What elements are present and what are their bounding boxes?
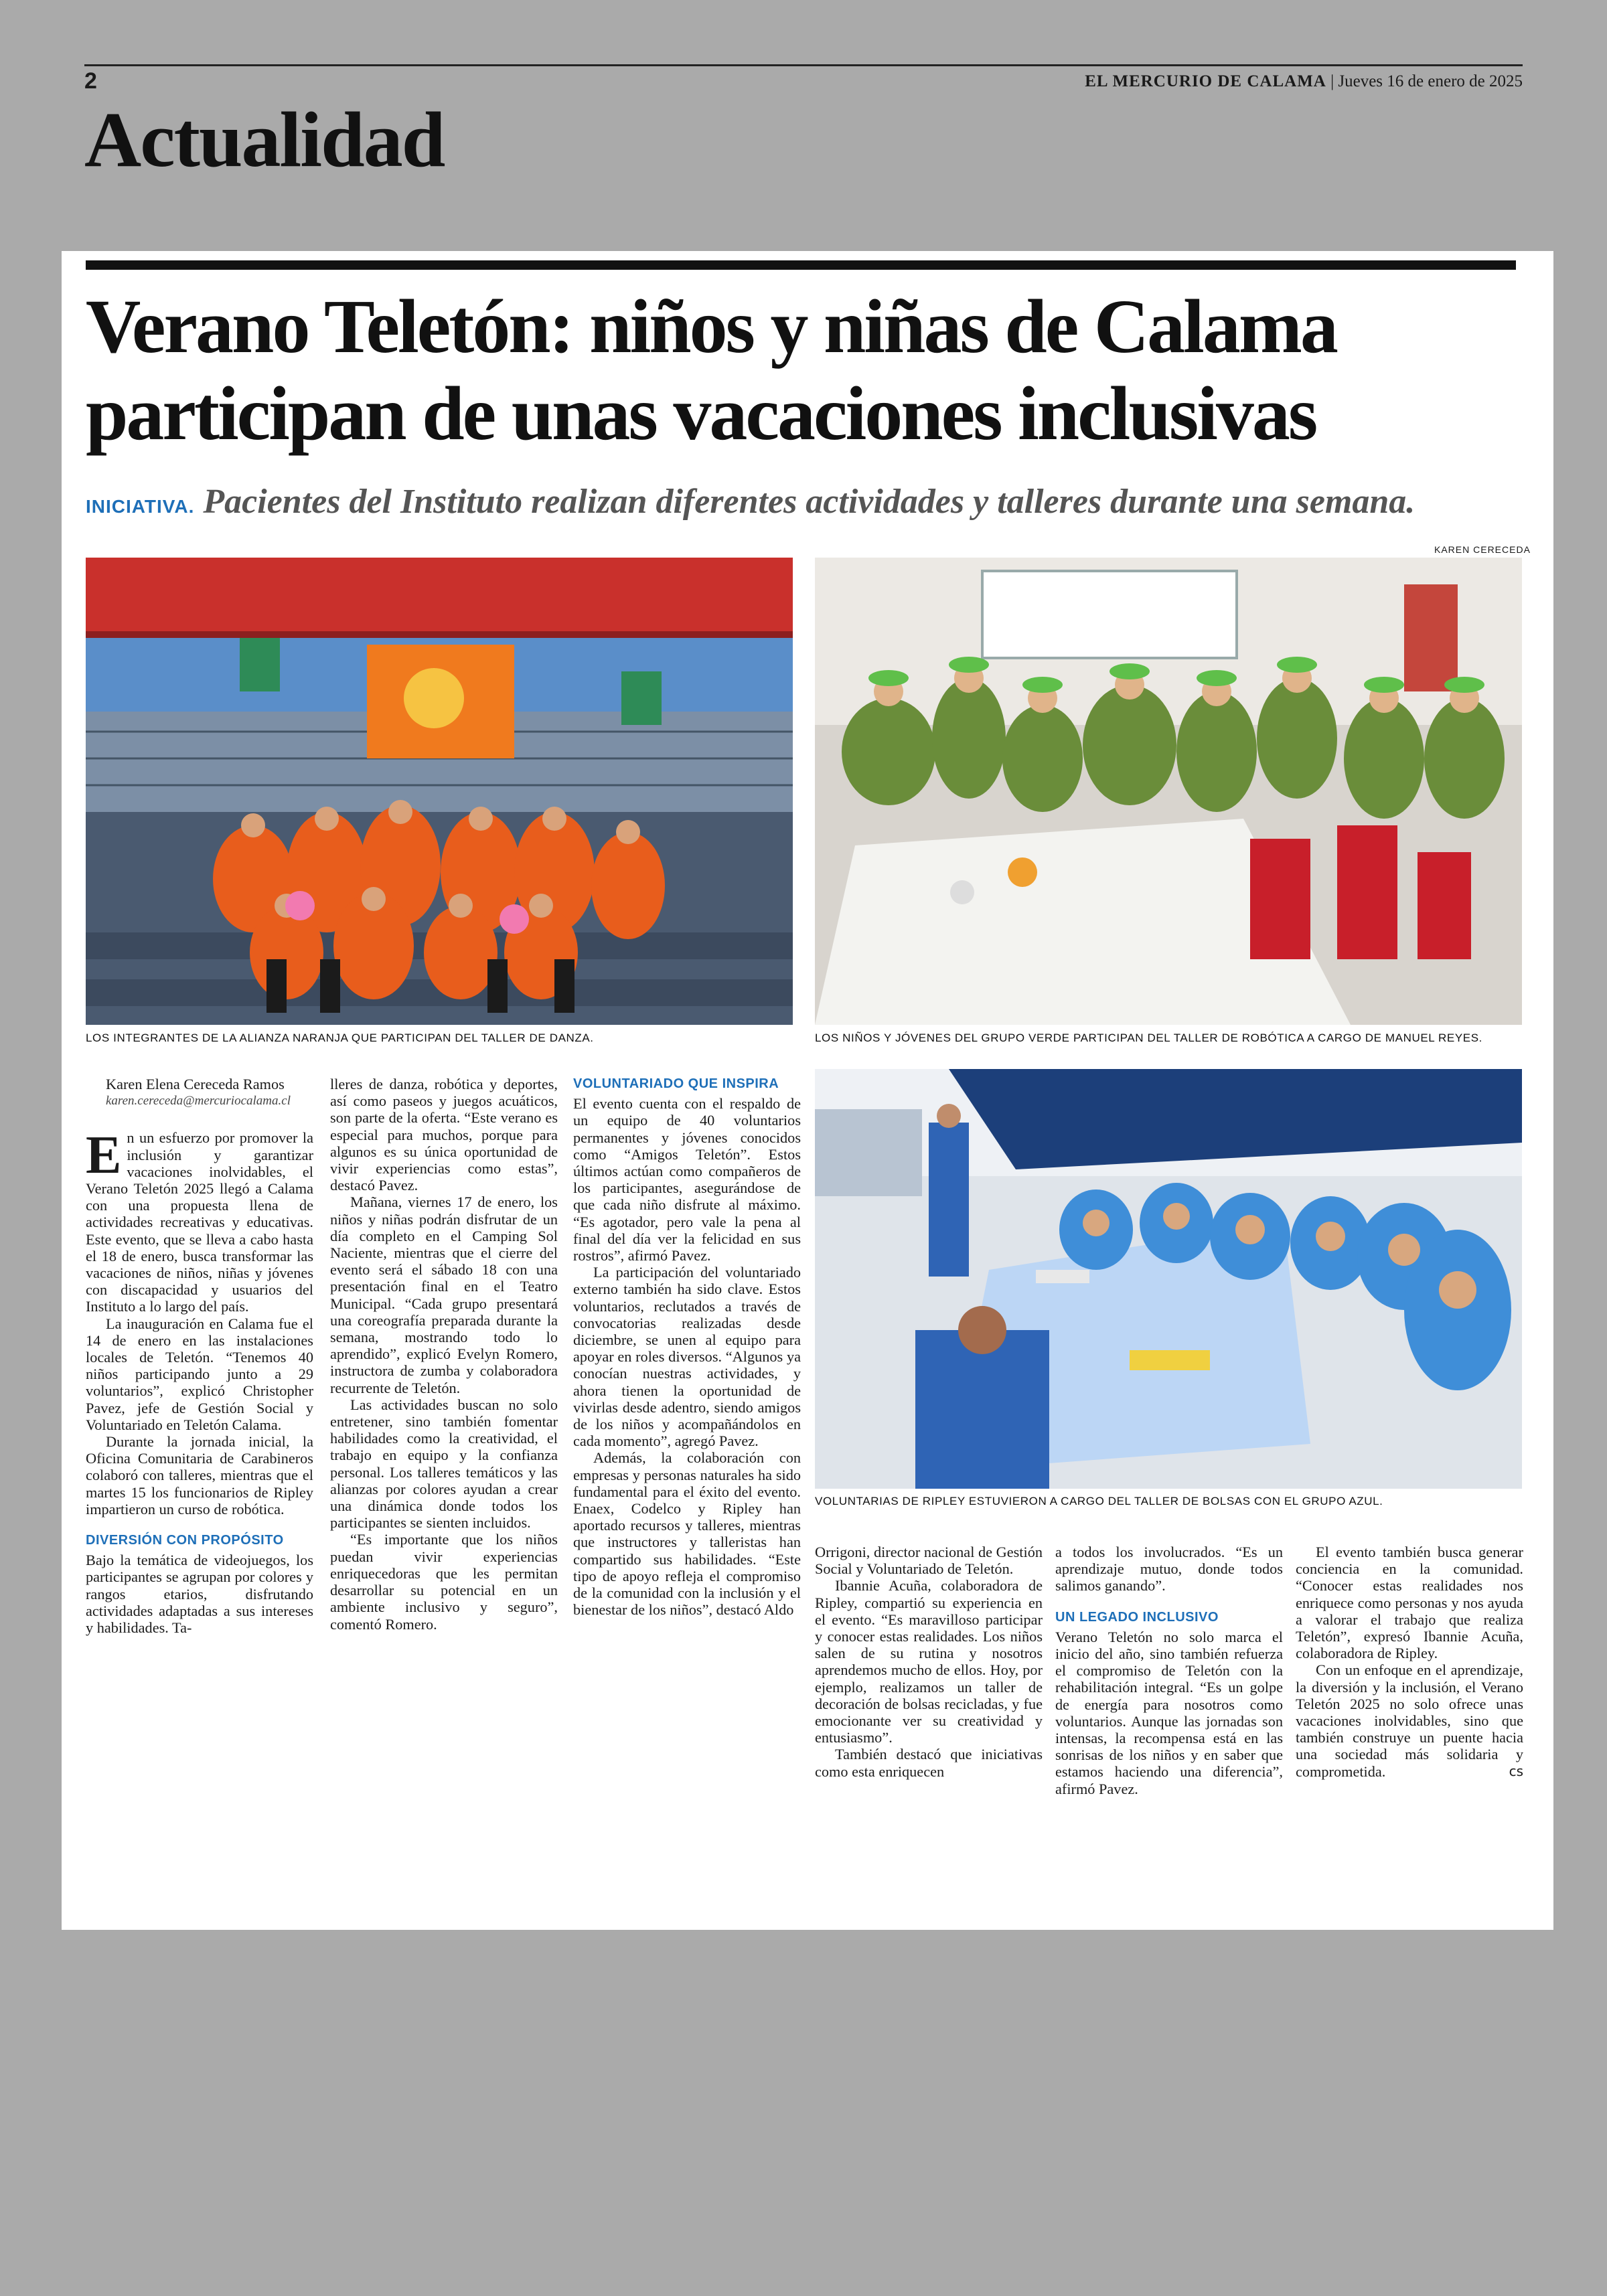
article-column-1: [86, 1076, 313, 1636]
paragraph-12b: a todos los involucrados. “Es un aprendizaje mutuo, donde todos salimos ganando”.: [1055, 1544, 1283, 1594]
photo-blue-group: [815, 1069, 1522, 1489]
page-number: 2: [84, 68, 97, 94]
kicker: INICIATIVA.: [86, 496, 195, 517]
photo-green-group: [815, 558, 1522, 1025]
subheadline: Pacientes del Instituto realizan diferentes actividades y talleres durante una semana.: [203, 483, 1415, 521]
drop-cap: E: [86, 1126, 122, 1185]
paragraph-3: Durante la jornada inicial, la Oficina Comunitaria de Carabineros colaboró con talleres, mientras que el martes 15 los funcionarios de Ripley impartieron un curso de robótica.: [86, 1433, 313, 1518]
subhead-voluntariado: VOLUNTARIADO QUE INSPIRA: [573, 1076, 779, 1091]
paragraph-9: La participación del voluntariado externo también ha sido clave. Estos voluntarios, reclutados a través de convocatorias realizadas desde diciembre, se unen al equipo para apoyar en roles diversos. “Algunos ya conocían nuestras actividades, y ahora tienen la oportunidad de vivirlas desde adentro, siendo amigos de los niños y acompañándolos en cada momento”, agregó Pavez.: [573, 1264, 801, 1450]
top-rule: [86, 260, 1516, 270]
subhead-legado: UN LEGADO INCLUSIVO: [1055, 1609, 1219, 1625]
paragraph-10b: Orrigoni, director nacional de Gestión Social y Voluntariado de Teletón.: [815, 1544, 1043, 1578]
paragraph-6: Las actividades buscan no solo entretener, sino también fomentar habilidades como la creatividad, el trabajo en equipo y la confianza personal. Los talleres temáticos y las alianzas por colores ayudan a crear una dinámica donde todos los participantes se sienten incluidos.: [330, 1396, 558, 1532]
photo-caption-1: LOS INTEGRANTES DE LA ALIANZA NARANJA QUE PARTICIPAN DEL TALLER DE DANZA.: [86, 1032, 594, 1044]
issue-date: Jueves 16 de enero de 2025: [1338, 72, 1523, 90]
article: [62, 251, 1553, 1930]
lead: [86, 482, 1532, 527]
paragraph-2: La inauguración en Calama fue el 14 de enero en las instalaciones locales de Teletón. “Tenemos 40 niños participando junto a 29 voluntarios”, explicó Christopher Pavez, jefe de Gestión Social y Voluntariado en Teletón Calama.: [86, 1315, 313, 1433]
paragraph-13: Verano Teletón no solo marca el inicio del año, sino también refuerza el compromiso de Teletón con la rehabilitación integral. “Es un golpe de energía para nosotros como voluntarios. Aunque las jornadas son intensas, la recompensa está en las sonrisas de los niños y en saber que estamos haciendo una diferencia”, afirmó Pavez.: [1055, 1628, 1283, 1797]
paragraph-4b: lleres de danza, robótica y deportes, así como paseos y juegos acuáticos, son parte de la oferta. “Este verano es especial para muchos, porque para algunos es su única oportunidad de vivir experiencias como estas”, destacó Pavez.: [330, 1076, 558, 1194]
header-rule: [84, 64, 1523, 66]
paragraph-7: “Es importante que los niños puedan vivir experiencias enriquecedoras que les permitan desarrollar su potencial en un ambiente inclusivo y seguro”, comentó Romero.: [330, 1531, 558, 1633]
newspaper-name: EL MERCURIO DE CALAMA: [1085, 72, 1326, 90]
photo-orange-group: [86, 558, 793, 1025]
paragraph-4a: Bajo la temática de videojuegos, los participantes se agrupan por colores y rangos etarios, disfrutando actividades adaptadas a sus intereses y habilidades. Ta-: [86, 1552, 313, 1637]
headline-line-1: Verano Teletón: niños y niñas de Calama: [86, 284, 1336, 369]
photo-credit: KAREN CERECEDA: [1434, 544, 1531, 555]
photo-caption-2: LOS NIÑOS Y JÓVENES DEL GRUPO VERDE PARTICIPAN DEL TALLER DE ROBÓTICA A CARGO DE MANUEL REYES.: [815, 1032, 1483, 1044]
paragraph-5: Mañana, viernes 17 de enero, los niños y niñas podrán disfrutar de un día completo en el Camping Sol Naciente, mientras que el cierre del evento será el sábado 18 con una presentación final en el Teatro Municipal. “Cada grupo presentará una coreografía preparada durante la semana, mostrando todo lo aprendido”, explicó Evelyn Romero, instructora de zumba y colaboradora recurrente de Teletón.: [330, 1194, 558, 1396]
article-column-6: [1296, 1544, 1523, 1780]
masthead: EL MERCURIO DE CALAMA | Jueves 16 de enero de 2025: [1085, 72, 1523, 90]
paragraph-1: En un esfuerzo por promover la inclusión y garantizar vacaciones inolvidables, el Verano Teletón 2025 llegó a Calama con una propuesta llena de actividades recreativas y educativas. Este evento, que se lleva a cabo hasta el 18 de enero, busca transformar las vacaciones de niños, niñas y jóvenes con discapacidad y usuarios del Instituto a lo largo del país.: [86, 1126, 313, 1315]
paragraph-11: Ibannie Acuña, colaboradora de Ripley, compartió su experiencia en el evento. “Es maravilloso participar y conocer estas realidades. Los niños salen de su rutina y nosotros aprendemos mucho de ellos. Hoy, por ejemplo, realizamos un taller de decoración de bolsas recicladas, y fue emocionante ver su creatividad y entusiasmo”.: [815, 1577, 1043, 1746]
article-column-5: [1055, 1544, 1283, 1797]
paragraph-14: El evento también busca generar conciencia en la comunidad. “Conocer estas realidades nos enriquece como personas y nos ayuda a valorar el trabajo que realiza Teletón”, expresó Ibannie Acuña, colaboradora de Ripley.: [1296, 1544, 1523, 1662]
article-column-2: [330, 1076, 558, 1633]
end-mark-icon: cs: [1509, 1762, 1523, 1779]
paragraph-10a: Además, la colaboración con empresas y personas naturales ha sido fundamental para el éxito del evento. Enaex, Codelco y Ripley han aportado recursos y talleres, mientras que instructores y talleristas han compartido sus habilidades. “Este tipo de apoyo refleja el compromiso de la comunidad con la inclusión y el bienestar de los niños”, destacó Aldo: [573, 1449, 801, 1619]
paragraph-8: El evento cuenta con el respaldo de un equipo de 40 voluntarios permanentes y jóvenes conocidos como “Amigos Teletón”. Estos últimos actúan como compañeros de los participantes, asegurándose de que cada niño disfrute al máximo. “Es agotador, pero vale la pena al final del día ver la felicidad en sus rostros”, afirmó Pavez.: [573, 1095, 801, 1264]
section-title: Actualidad: [84, 96, 445, 183]
photo-caption-3: VOLUNTARIAS DE RIPLEY ESTUVIERON A CARGO DEL TALLER DE BOLSAS CON EL GRUPO AZUL.: [815, 1495, 1383, 1507]
author-name: Karen Elena Cereceda Ramos: [106, 1076, 285, 1092]
subhead-diversion: DIVERSIÓN CON PROPÓSITO: [86, 1533, 284, 1548]
author-email: karen.cereceda@mercuriocalama.cl: [106, 1094, 291, 1109]
headline-line-2: participan de unas vacaciones inclusivas: [86, 371, 1316, 456]
article-column-4: [815, 1544, 1043, 1780]
paragraph-15: Con un enfoque en el aprendizaje, la diversión y la inclusión, el Verano Teletón 2025 no solo ofrece unas vacaciones inolvidables, sino que también construye un puente hacia una sociedad más solidaria y comprometida. cs: [1296, 1661, 1523, 1780]
headline: [86, 283, 1532, 457]
paragraph-12a: También destacó que iniciativas como esta enriquecen: [815, 1746, 1043, 1780]
article-column-3: [573, 1076, 801, 1619]
